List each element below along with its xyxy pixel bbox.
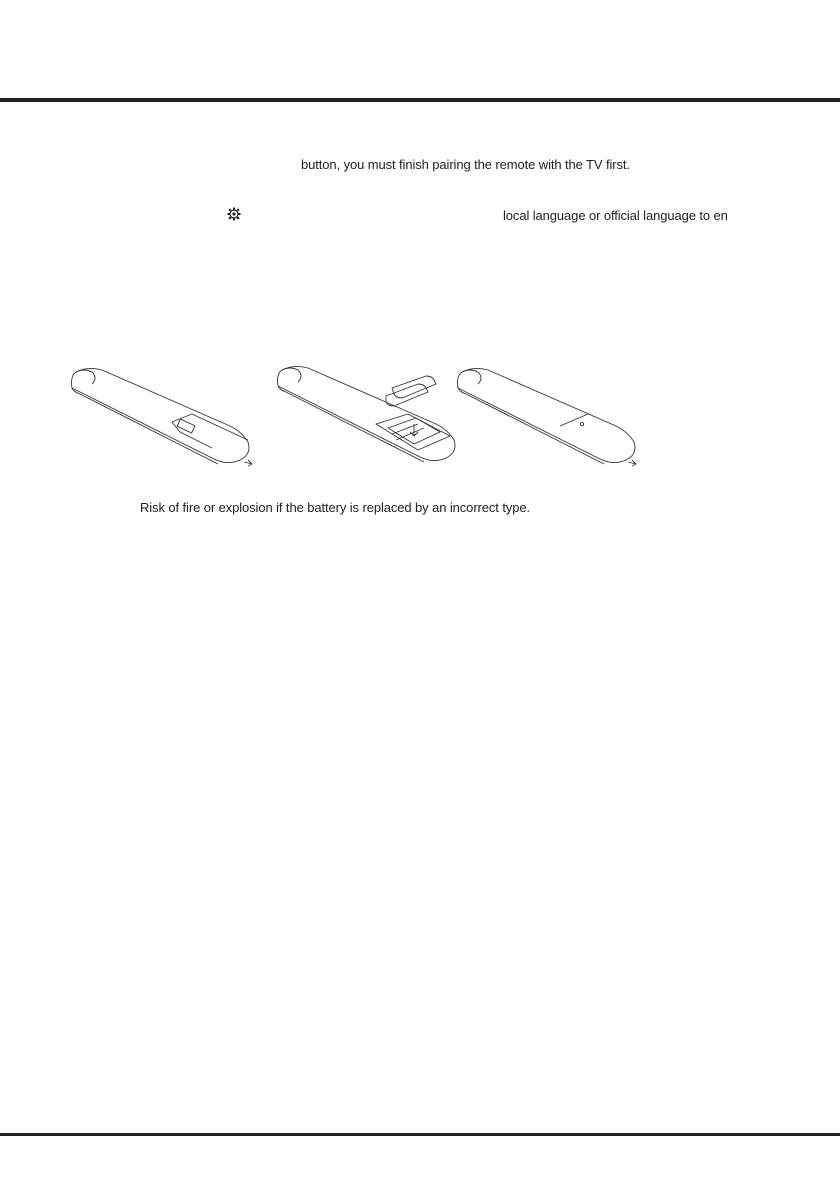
gear-icon — [227, 207, 241, 221]
remote-cover-closed-illustration — [448, 360, 648, 472]
battery-installation-illustrations — [0, 340, 840, 480]
battery-warning-text: Risk of fire or explosion if the battery is replaced by an incorrect type. — [140, 500, 531, 515]
remote-cover-removal-illustration — [62, 362, 262, 472]
header-rule — [0, 98, 840, 102]
footer-rule — [0, 1133, 840, 1136]
remote-battery-insert-illustration — [268, 354, 468, 474]
language-instruction-text: local language or official language to en — [503, 208, 728, 223]
pairing-instruction-text: button, you must finish pairing the remote with the TV first. — [301, 157, 630, 172]
